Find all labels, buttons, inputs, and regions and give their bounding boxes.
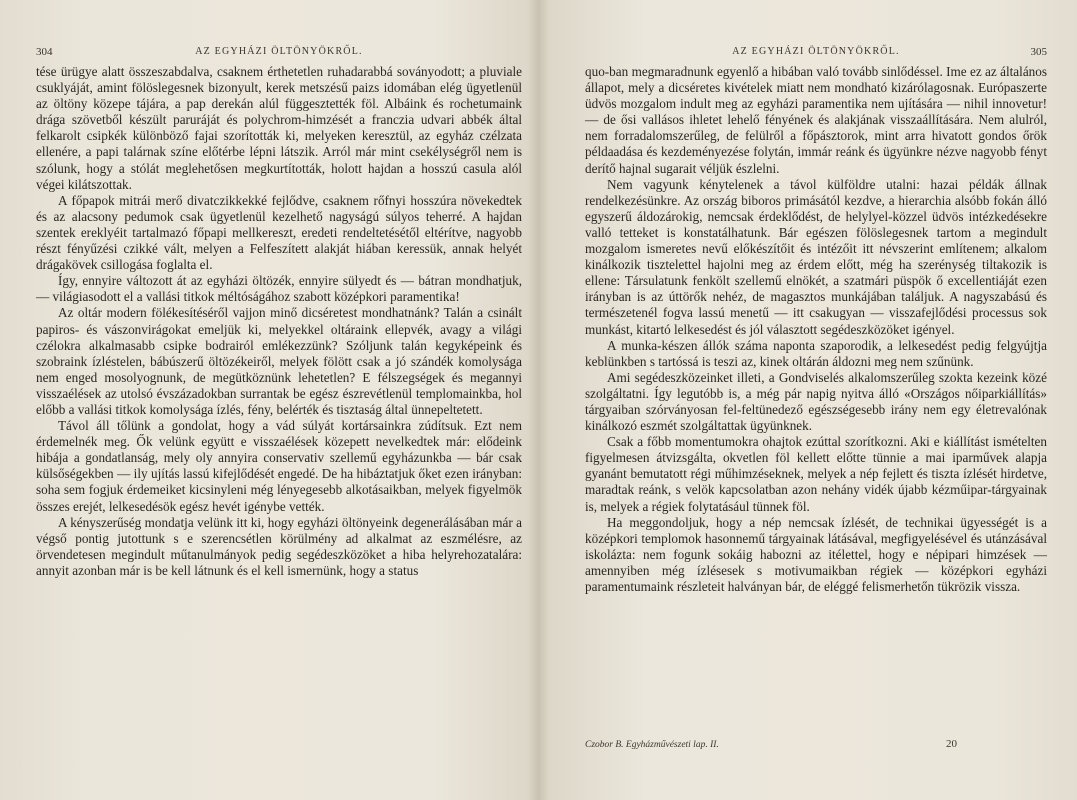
right-paragraph-1: quo-ban megmaradnunk egyenlő a hibában való tovább sinlődéssel. Ime ez az általános állapot, mely a dicséretes kivételek miatt nem mondható kizárólagosnak. Európaszerte üdvös mozgalom indult meg az egyházi paramentika nem ujítására — nihil innovetur! — de ősi vallásos ihletet lehelő fényének és alakjának visszaállítására. Nem alulról, nem forradalomszerűleg, de felülről a főpásztorok, mint arra hivatott gondos őrök példaadása és kezdeményezése folytán, immár reánk és ügyünkre nézve nagyobb fényt derítő hajnal sugarait véljük észlelni. [585,64,1047,176]
right-page-header [585,36,1047,58]
footer-sheet-number: 20 [946,738,957,750]
right-running-head: AZ EGYHÁZI ÖLTÖNYÖKRŐL. [732,46,900,57]
left-paragraph-3: Így, ennyire változott át az egyházi öltözék, ennyire sülyedt és — bátran mondhatjuk, — világiasodott el a vallási titkok méltóságához szabott középkori paramentika! [36,273,522,305]
right-paragraph-2: Nem vagyunk kénytelenek a távol külföldre utalni: hazai példák állnak rendelkezésünkre. Az ország biboros primásától kezdve, a hierarchia alsóbb fokán álló egyszerű áldozárokig, nemcsak érdeklődést, de helylyel-közzel üdvös intézkedésekre valló tetteket is konstatálhatunk. Bár egészen fölöslegesnek tartom a megindult mozgalom ismeretes nevű előkészítőit és intézőit itt névszerint említenem; alkalom kinálkozik tisztelettel hajolni meg az érdem előtt, még ha szerénység tiltakozik is ellene: Társulatunk fenkölt szellemű elnökét, a szatmári püspök ő excellentiáját ezen irányban is az úttörők nehéz, de magasztos munkájában találjuk. A nagyszabású és természetenél fogva lassú menetű — itt csakugyan — visszafejlődési processus sok munkást, kitartó lelkesedést és jól választott segédeszközöket igényel. [585,176,1047,337]
right-paragraph-6: Ha meggondoljuk, hogy a nép nemcsak ízlését, de technikai ügyességét is a középkori templomok hasonnemű tárgyainak látásával, megfigyelésével és utánzásával iskolázta: nem fogunk sokáig habozni az itélettel, hogy e népipari himzések — amennyiben még ízlésesek s motivumaikban régiek — középkori egyházi paramentumaink részleteit halványan bár, de eléggé felismerhetőn tükrözik vissza. [585,514,1047,594]
left-paragraph-5: Távol áll tőlünk a gondolat, hogy a vád súlyát kortársainkra zúdítsuk. Ezt nem érdemelnék meg. Ők velünk együtt e visszaélések közepett nevelkedtek már: elődeink hibája a gondatlanság, mely oly annyira conservativ szellemű egyházunkba — bár csak külsőségekben — ily ujítás lassú kifejlődését engedé. De ha hibáztatjuk őket ezen irányban: soha sem fogjuk érdemeiket kicsinyleni még lényegesebb alkotásaikban, melyek figyelmök összes erejét, lelkesedésök egész hevét igénybe vették. [36,418,522,514]
left-paragraph-2: A főpapok mitrái merő divatczikkekké fejlődve, csaknem rőfnyi hosszúra növekedtek és az alacsony pedumok csak ügyetlenül kezelhető nagyságú súlyos teherré. A hajdan szentek ereklyéit tartalmazó főpapi mellkereszt, eredeti rendeltetésétől eltérítve, nagyobb részt fényűzési czikké vált, melyen a Felfeszített alakját hiában keressük, annak helyét drágakövek csillogása foglalta el. [36,192,522,273]
right-page-footer [585,740,1047,756]
right-paragraph-3: A munka-készen állók száma naponta szaporodik, a lelkesedést pedig felgyújtja keblünkben s tartóssá is teszi az, kinek oltárán áldozni meg nem szűnünk. [585,337,1047,369]
right-page-number: 305 [1030,46,1047,58]
left-running-head: AZ EGYHÁZI ÖLTÖNYÖKRŐL. [195,46,363,57]
left-paragraph-1: tése ürügye alatt összeszabdalva, csaknem érthetetlen ruhadarabbá soványodott; a pluviale csuklyáját, amint fölöslegesnek bizonyult, kerek metszésű paizs idomában elég ügyetlenül az öltöny közepe tájára, a pap derekán alúl függesztették föl. Albáink és rochetumaink drága szövetből készült paruráját és polychrom-himzését a franczia udvari abbék által felkarolt csipkék különböző fajai szorították ki, melyeken keresztül, az egyház czélzata ellenére, a papi talárnak színe előtérbe lépni látszik. Arról már mint csekélységről nem is szólunk, hogy a stólát meglehetősen megkurtították, holott hajdan a hosszú casula alól végei kilátszottak. [36,64,522,192]
left-page-body [36,64,522,579]
left-paragraph-4: Az oltár modern fölékesítéséről vajjon minő dicséretest mondhatnánk? Talán a csinált papiros- és vászonvirágokat emeljük ki, melyekkel oltáraink ellepvék, avagy a világi czélokra alkalmasabb csipke bodrairól emlékezzünk? Szóljunk talán kegyképeink és szobraink ízléstelen, bábúszerű öltözékeiről, melyek fölött csak a jó szándék komolysága nem enged mosolyognunk, de megütköznünk lehetetlen? E félszegségek és megannyi visszaélések az utolsó évszázadokban surrantak be egész észrevétlenül templomainkba, hol előbb a vallási titkok komolysága ízlés, fény, belérték és tisztaság által ünnepeltetett. [36,305,522,417]
left-page [0,0,536,800]
footer-signature: Czobor B. Egyházművészeti lap. II. [585,740,719,750]
left-page-number: 304 [36,46,53,58]
right-paragraph-4: Ami segédeszközeinket illeti, a Gondviselés alkalomszerűleg szokta kezeink közé szolgáltatni. Így legutóbb is, a még pár napig nyitva álló «Országos nőiparkiállítás» tárgyaiban szórványosan fel-feltünedező egészségesebb irány nem egy életrevalónak kinálkozó eszmét szolgáltattak ügyünknek. [585,369,1047,434]
left-page-header [36,36,522,58]
right-paragraph-5: Csak a főbb momentumokra ohajtok ezúttal szorítkozni. Aki e kiállítást ismételten figyelmesen átvizsgálta, okvetlen föl kellett előtte tünnie a mai iparművek alapja gyanánt bemutatott régi műhimzéseknek, melyek a nép fejlett és tiszta ízlését hirdetve, maradtak reánk, s velök kapcsolatban azon nehány vidék újabb kézműipar-tárgyainak is, melyek a régiek folytatásául tünnek föl. [585,434,1047,514]
right-page-body [585,64,1047,595]
left-paragraph-6: A kényszerűség mondatja velünk itt ki, hogy egyházi öltönyeink degenerálásában már a végső pontig jutottunk s e szerencsétlen körülmény ad alkalmat az eszmélésre, az örvendetesen megindult műtanulmányok pedig segédeszközöket a hiba helyrehozatalára: annyit azonban már is be kell látnunk és el kell ismernünk, hogy a status [36,514,522,578]
right-page [541,0,1077,800]
